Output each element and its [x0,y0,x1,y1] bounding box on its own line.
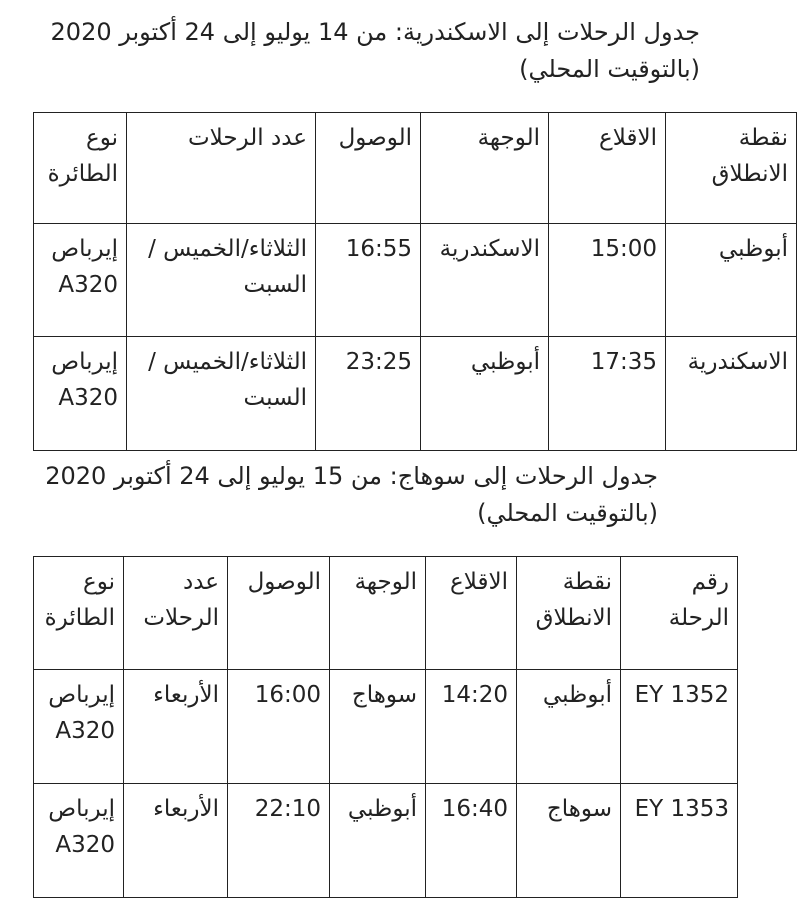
cell-frequency: الأربعاء [124,670,228,784]
cell-arrival: 16:00 [228,670,330,784]
cell-aircraft [34,224,127,337]
header-origin: نقطة الانطلاق [666,113,797,224]
sohag-heading-title: جدول الرحلات إلى سوهاج: من 15 يوليو إلى 24 أكتوبر 2020 [45,462,658,490]
cell-flight-number [621,670,738,784]
cell-departure: 16:40 [426,784,517,898]
cell-departure: 17:35 [549,337,666,451]
flight-number: EY 1352 [634,682,729,708]
aircraft-model: A320 [58,272,118,298]
header-flight-number: رقم الرحلة [621,557,738,670]
cell-departure: 15:00 [549,224,666,337]
cell-destination: الاسكندرية [421,224,549,337]
aircraft-model: A320 [55,832,115,858]
cell-destination: أبوظبي [421,337,549,451]
table-header-row [34,113,797,224]
cell-destination: أبوظبي [330,784,426,898]
sohag-schedule-table [33,556,738,898]
header-aircraft: نوع الطائرة [34,557,124,670]
header-arrival: الوصول [228,557,330,670]
cell-departure: 14:20 [426,670,517,784]
sohag-schedule-heading [8,458,658,532]
alexandria-heading-title: جدول الرحلات إلى الاسكندرية: من 14 يوليو إلى 24 أكتوبر 2020 [50,18,700,46]
header-arrival: الوصول [316,113,421,224]
cell-destination: سوهاج [330,670,426,784]
header-destination: الوجهة [421,113,549,224]
table-row [34,784,738,898]
header-destination: الوجهة [330,557,426,670]
cell-aircraft [34,670,124,784]
cell-origin: أبوظبي [666,224,797,337]
aircraft-name: إيرباص [51,236,118,262]
aircraft-model: A320 [58,385,118,411]
alexandria-heading-note: (بالتوقيت المحلي) [519,55,700,83]
aircraft-name: إيرباص [51,349,118,375]
cell-aircraft [34,337,127,451]
cell-arrival: 23:25 [316,337,421,451]
header-frequency: عدد الرحلات [127,113,316,224]
cell-frequency: الأربعاء [124,784,228,898]
aircraft-name: إيرباص [48,682,115,708]
aircraft-name: إيرباص [48,796,115,822]
flight-number: EY 1353 [634,796,729,822]
table-row [34,224,797,337]
cell-frequency: الثلاثاء/الخميس /السبت [127,337,316,451]
cell-origin: أبوظبي [517,670,621,784]
cell-flight-number [621,784,738,898]
cell-arrival: 16:55 [316,224,421,337]
cell-origin: سوهاج [517,784,621,898]
cell-arrival: 22:10 [228,784,330,898]
cell-origin: الاسكندرية [666,337,797,451]
cell-frequency: الثلاثاء/الخميس /السبت [127,224,316,337]
header-frequency: عدد الرحلات [124,557,228,670]
table-row [34,337,797,451]
sohag-heading-note: (بالتوقيت المحلي) [477,499,658,527]
header-departure: الاقلاع [426,557,517,670]
alexandria-schedule-table [33,112,797,451]
cell-aircraft [34,784,124,898]
header-origin: نقطة الانطلاق [517,557,621,670]
table-header-row [34,557,738,670]
header-aircraft: نوع الطائرة [34,113,127,224]
alexandria-schedule-heading [10,14,700,88]
header-departure: الاقلاع [549,113,666,224]
table-row [34,670,738,784]
aircraft-model: A320 [55,718,115,744]
